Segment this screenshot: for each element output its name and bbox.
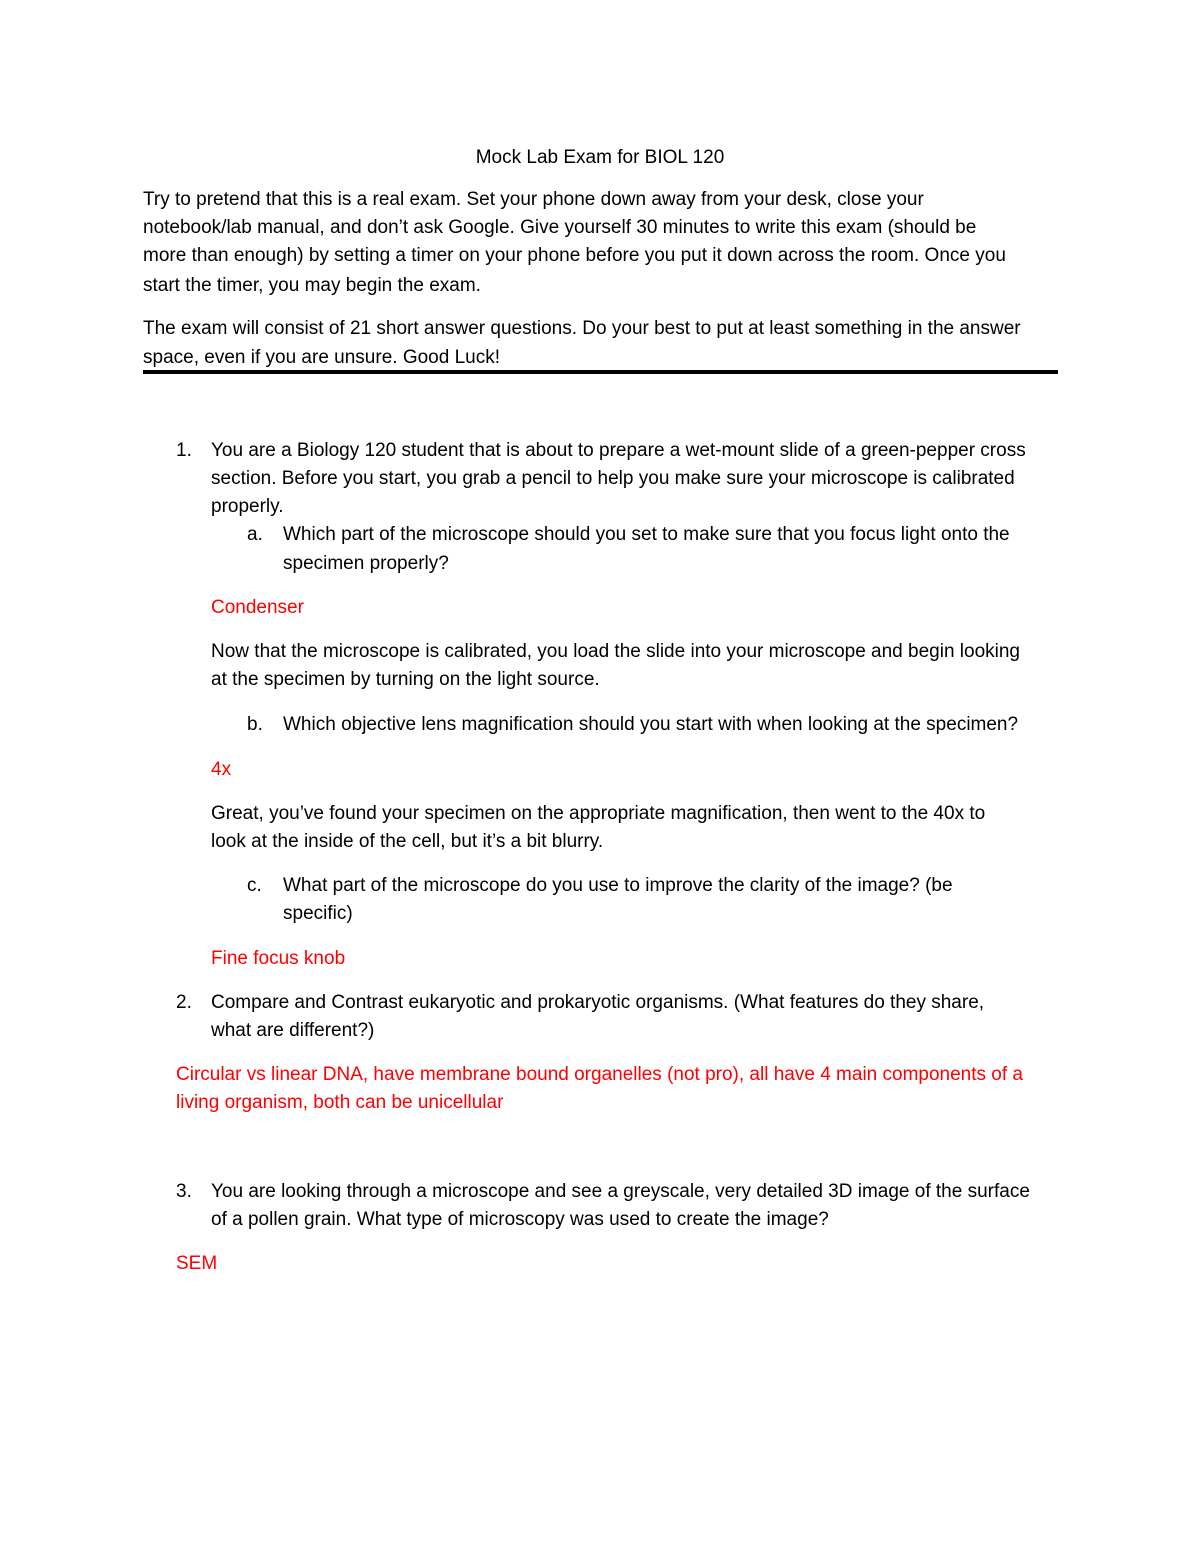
question-2-number: 2. (176, 992, 192, 1013)
answer-1a: Condenser (211, 597, 304, 618)
question-1a-line-2: specimen properly? (283, 553, 449, 574)
question-3-line-1: You are looking through a microscope and see a greyscale, very detailed 3D image of the surface (211, 1181, 1030, 1202)
question-2-line-1: Compare and Contrast eukaryotic and prokaryotic organisms. (What features do they share, (211, 992, 985, 1013)
question-1-line-1: You are a Biology 120 student that is about to prepare a wet-mount slide of a green-pepper cross (211, 440, 1026, 461)
intro-line-2: notebook/lab manual, and don’t ask Google. Give yourself 30 minutes to write this exam (should be (143, 217, 977, 238)
intro-line-4: start the timer, you may begin the exam. (143, 275, 481, 296)
question-1b-line-1: Which objective lens magnification should you start with when looking at the specimen? (283, 714, 1019, 735)
question-1a-letter: a. (247, 524, 263, 545)
question-1-line-3: properly. (211, 496, 284, 517)
question-3-line-2: of a pollen grain. What type of microscopy was used to create the image? (211, 1209, 829, 1230)
question-3-number: 3. (176, 1181, 192, 1202)
answer-2-line-2: living organism, both can be unicellular (176, 1092, 504, 1113)
intro-line-1: Try to pretend that this is a real exam. Set your phone down away from your desk, close your (143, 189, 924, 210)
question-2-line-2: what are different?) (211, 1020, 375, 1041)
question-1-number: 1. (176, 440, 192, 461)
section-divider (143, 370, 1058, 374)
question-1-context-c-line-1: Great, you’ve found your specimen on the appropriate magnification, then went to the 40x to (211, 803, 986, 824)
question-1b-letter: b. (247, 714, 263, 735)
instructions-line-2: space, even if you are unsure. Good Luck! (143, 347, 500, 368)
intro-line-3: more than enough) by setting a timer on your phone before you put it down across the room. Once you (143, 245, 1006, 266)
document-title: Mock Lab Exam for BIOL 120 (475, 147, 725, 168)
answer-1c: Fine focus knob (211, 948, 346, 969)
question-1c-line-1: What part of the microscope do you use to improve the clarity of the image? (be (283, 875, 953, 896)
answer-2-line-1: Circular vs linear DNA, have membrane bound organelles (not pro), all have 4 main components of a (176, 1064, 1023, 1085)
question-1c-line-2: specific) (283, 903, 353, 924)
question-1c-letter: c. (247, 875, 262, 896)
answer-1b: 4x (211, 759, 232, 780)
question-1-context-b-line-2: at the specimen by turning on the light source. (211, 669, 600, 690)
instructions-line-1: The exam will consist of 21 short answer questions. Do your best to put at least something in the answer (143, 318, 1021, 339)
question-1-context-c-line-2: look at the inside of the cell, but it’s a bit blurry. (211, 831, 604, 852)
question-1a-line-1: Which part of the microscope should you set to make sure that you focus light onto the (283, 524, 1010, 545)
answer-3: SEM (176, 1253, 218, 1274)
question-1-context-b-line-1: Now that the microscope is calibrated, you load the slide into your microscope and begin looking (211, 641, 1021, 662)
question-1-line-2: section. Before you start, you grab a pencil to help you make sure your microscope is calibrated (211, 468, 1015, 489)
